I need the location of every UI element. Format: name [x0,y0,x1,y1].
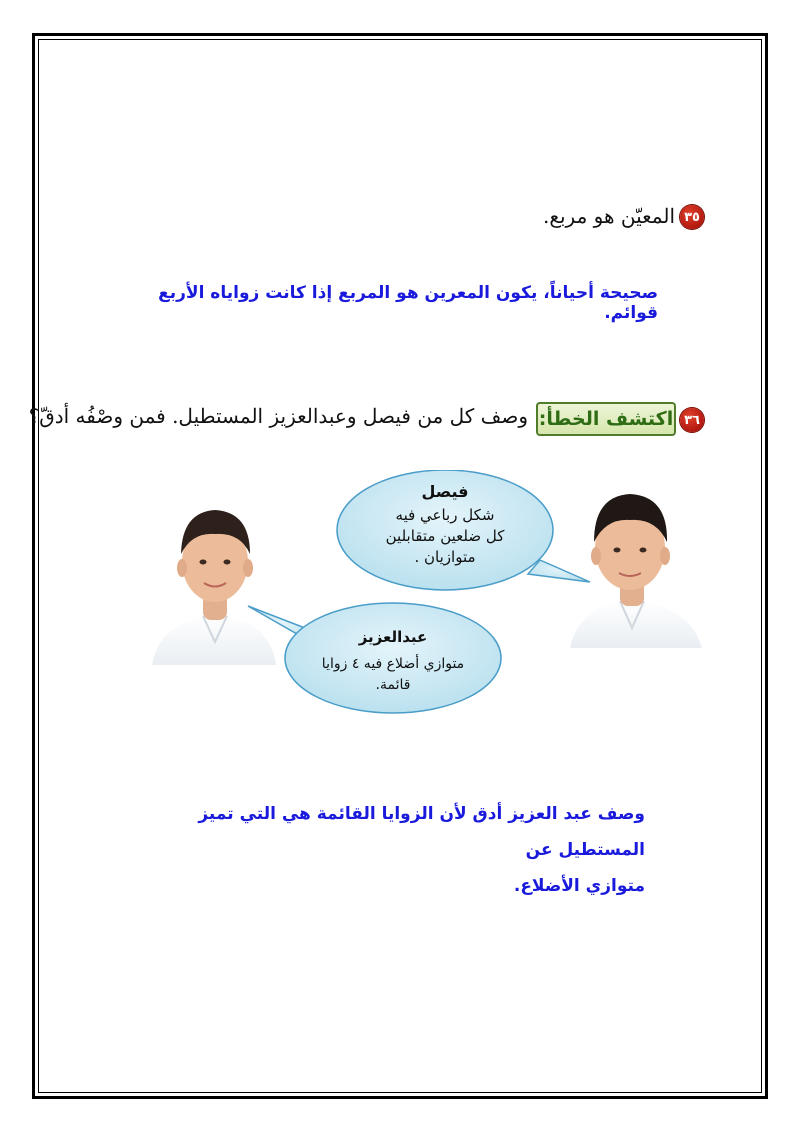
find-the-error-label: اكتشف الخطأ: [538,408,674,430]
question-36-answer-line-1: وصف عبد العزيز أدق لأن الزوايا القائمة هي التي تميز المستطيل عن [198,804,645,860]
question-36-answer-line-2: متوازي الأضلاع. [513,876,645,896]
faisal-line-2: كل ضلعين متقابلين [385,527,505,545]
question-36-badge [680,408,704,432]
question-35-number: ٣٥ [684,209,700,225]
faisal-line-1: شكل رباعي فيه [395,506,495,524]
faisal-name: فيصل [421,482,469,501]
faisal-bubble-content [345,482,545,568]
abdulaziz-bubble-content [290,628,496,696]
question-35-statement: المعيّن هو مربع. [542,204,675,228]
question-36-statement: وصف كل من فيصل وعبدالعزيز المستطيل. فمن وصْفُه أدقّ؟ [28,404,528,428]
question-35-answer: صحيحة أحياناً، يكون المعرين هو المربع إذا كانت زواياه الأربع قوائم. [158,283,658,323]
faisal-line-3: متوازيان . [414,548,476,566]
abdulaziz-line-1: متوازي أضلاع فيه ٤ زوايا [321,656,465,672]
faisal-boy-picture [570,494,702,648]
find-the-error-tag [536,402,676,436]
abdulaziz-line-2: قائمة. [375,677,411,693]
question-36-answer [155,796,645,904]
question-36-number: ٣٦ [684,412,700,428]
abdulaziz-name: عبدالعزيز [358,628,428,646]
abdulaziz-boy-picture [152,510,276,665]
question-35-badge [680,205,704,229]
